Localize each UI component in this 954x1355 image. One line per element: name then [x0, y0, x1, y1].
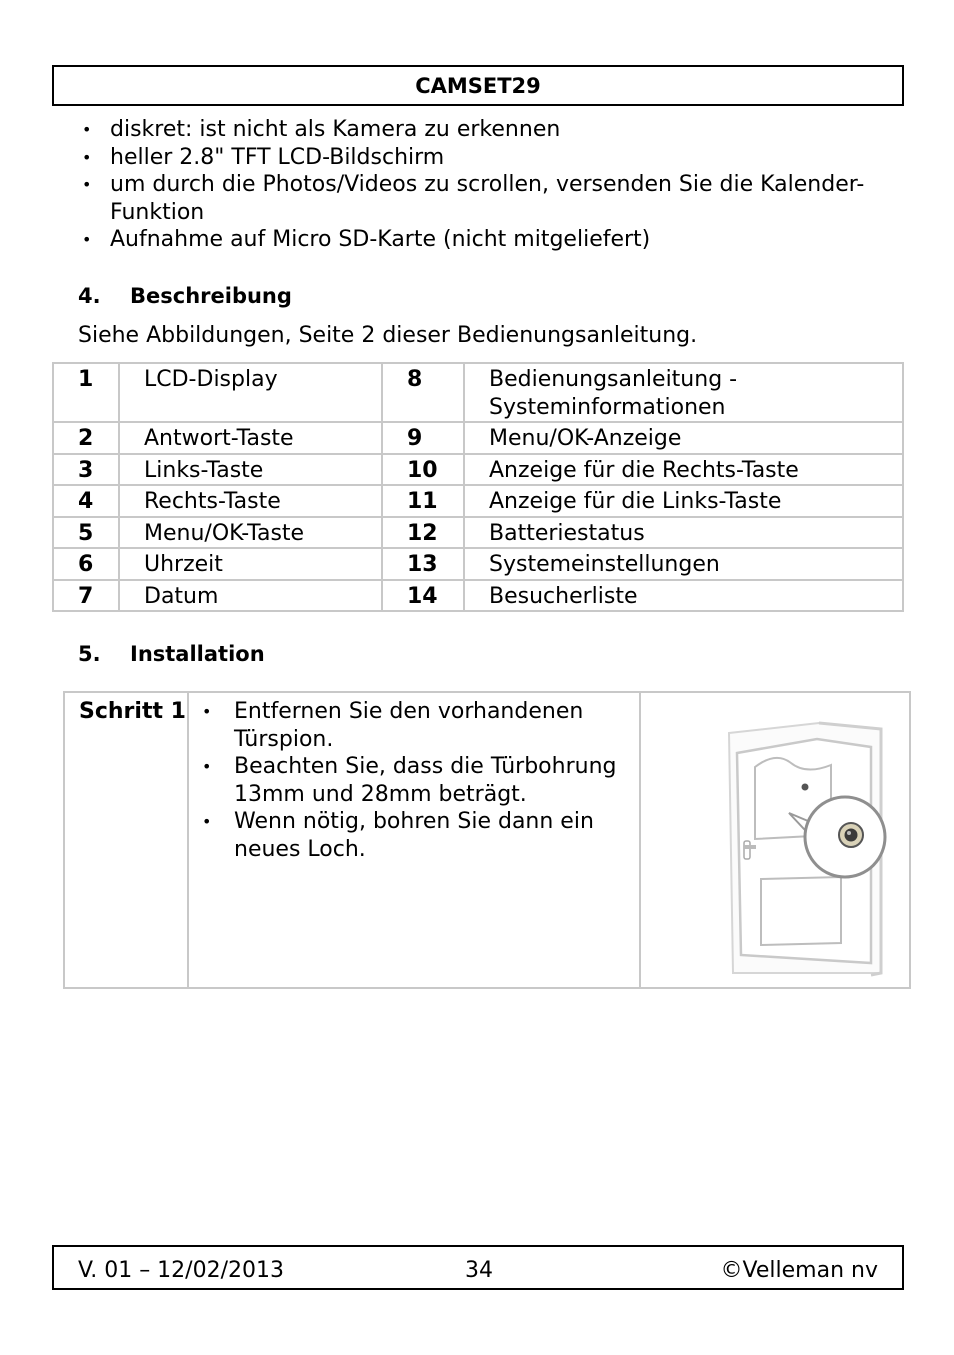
- part-number: 9: [382, 422, 464, 454]
- step-label: Schritt 1: [79, 699, 186, 724]
- step-instructions: [190, 694, 638, 863]
- part-number: 14: [382, 580, 464, 612]
- step-illustration-cell: [640, 692, 910, 988]
- part-number: 12: [382, 517, 464, 549]
- part-number: 1: [53, 363, 119, 422]
- table-row: [53, 363, 903, 422]
- door-peephole-illustration: [641, 693, 907, 987]
- table-row: [53, 580, 903, 612]
- part-number: 10: [382, 454, 464, 486]
- part-label: Uhrzeit: [119, 548, 382, 580]
- list-item: • Beachten Sie, dass die Türbohrung 13mm und 28mm beträgt.: [202, 754, 617, 807]
- step-label-cell: [64, 692, 188, 988]
- table-row: [64, 692, 910, 988]
- list-item: • Wenn nötig, bohren Sie dann ein neues Loch.: [202, 809, 594, 862]
- part-label: Menu/OK-Anzeige: [464, 422, 903, 454]
- section-number: 4.: [78, 284, 101, 308]
- bullet-icon: •: [82, 230, 92, 249]
- list-item: • Entfernen Sie den vorhandenen Türspion.: [202, 699, 584, 752]
- section-title: Installation: [130, 642, 265, 666]
- list-item: • Aufnahme auf Micro SD-Karte (nicht mitgeliefert): [82, 227, 651, 252]
- table-row: [53, 422, 903, 454]
- product-code: CAMSET29: [415, 74, 541, 98]
- part-label: Menu/OK-Taste: [119, 517, 382, 549]
- bullet-icon: •: [82, 147, 92, 167]
- part-label: Systemeinstellungen: [464, 548, 903, 580]
- section-number: 5.: [78, 642, 101, 666]
- part-number: 3: [53, 454, 119, 486]
- feature-list: [78, 116, 898, 254]
- bullet-icon: •: [82, 175, 92, 194]
- bullet-icon: •: [82, 120, 92, 139]
- table-row: [53, 517, 903, 549]
- part-label: Rechts-Taste: [119, 485, 382, 517]
- part-number: 6: [53, 548, 119, 580]
- table-row: [53, 454, 903, 486]
- part-label: Batteriestatus: [464, 517, 903, 549]
- part-number: 11: [382, 485, 464, 517]
- part-label: Besucherliste: [464, 580, 903, 612]
- document-footer: [52, 1245, 904, 1290]
- part-label: Links-Taste: [119, 454, 382, 486]
- part-number: 8: [382, 363, 464, 422]
- parts-table: [52, 362, 904, 612]
- step-instructions-cell: [188, 692, 640, 988]
- part-label: Anzeige für die Rechts-Taste: [464, 454, 903, 486]
- part-label: Datum: [119, 580, 382, 612]
- part-number: 4: [53, 485, 119, 517]
- section-title: Beschreibung: [130, 284, 292, 308]
- section-intro: Siehe Abbildungen, Seite 2 dieser Bedienungsanleitung.: [78, 323, 698, 348]
- bullet-icon: •: [202, 812, 212, 831]
- part-label: LCD-Display: [119, 363, 382, 422]
- list-item: • diskret: ist nicht als Kamera zu erkennen: [82, 117, 561, 142]
- table-row: [53, 548, 903, 580]
- table-row: [53, 485, 903, 517]
- page-number: 34: [465, 1258, 493, 1283]
- version-date: V. 01 – 12/02/2013: [78, 1258, 284, 1283]
- installation-steps-table: [63, 691, 911, 989]
- part-number: 13: [382, 548, 464, 580]
- part-number: 7: [53, 580, 119, 612]
- part-label: Bedienungsanleitung - Systeminformationen: [464, 363, 903, 422]
- section-heading-beschreibung: [78, 282, 292, 310]
- section-heading-installation: [78, 640, 265, 668]
- bullet-icon: •: [202, 757, 212, 776]
- list-item: • heller 2.8" TFT LCD-Bildschirm: [82, 144, 445, 170]
- part-label: Antwort-Taste: [119, 422, 382, 454]
- part-label: Anzeige für die Links-Taste: [464, 485, 903, 517]
- document-header: [52, 65, 904, 106]
- part-number: 5: [53, 517, 119, 549]
- part-number: 2: [53, 422, 119, 454]
- copyright: ©Velleman nv: [720, 1258, 878, 1283]
- list-item: • um durch die Photos/Videos zu scrollen, versenden Sie die Kalender-Funktion: [82, 172, 865, 225]
- bullet-icon: •: [202, 702, 212, 721]
